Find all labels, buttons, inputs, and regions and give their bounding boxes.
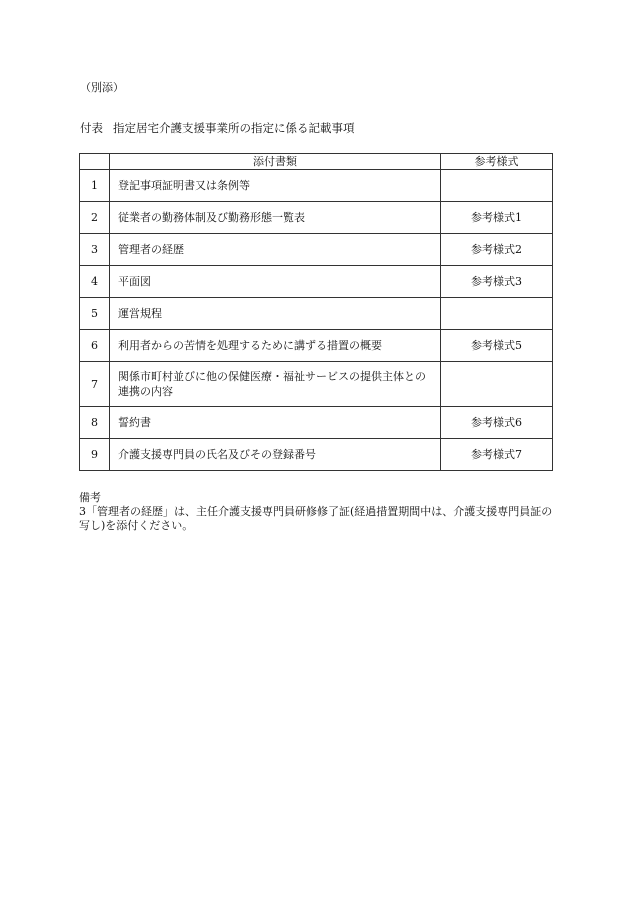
header-document: 添付書類 <box>110 154 441 170</box>
table-row <box>80 407 553 439</box>
row-document: 誓約書 <box>110 407 441 439</box>
heading-title: 指定居宅介護支援事業所の指定に係る記載事項 <box>113 121 355 135</box>
row-number: 1 <box>80 170 110 202</box>
row-document: 利用者からの苦情を処理するために講ずる措置の概要 <box>110 330 441 362</box>
row-document: 運営規程 <box>110 298 441 330</box>
row-form: 参考様式3 <box>441 266 553 298</box>
row-form: 参考様式7 <box>441 439 553 471</box>
row-document: 関係市町村並びに他の保健医療・福祉サービスの提供主体との連携の内容 <box>110 362 441 407</box>
row-number: 3 <box>80 234 110 266</box>
table-header-row <box>80 154 553 170</box>
attachment-label: （別添） <box>80 81 124 94</box>
row-document: 登記事項証明書又は条例等 <box>110 170 441 202</box>
row-number: 4 <box>80 266 110 298</box>
row-form: 参考様式5 <box>441 330 553 362</box>
table-row <box>80 362 553 407</box>
page-title <box>80 121 355 135</box>
row-number: 8 <box>80 407 110 439</box>
table-row <box>80 202 553 234</box>
table-row <box>80 234 553 266</box>
remarks-text: 3「管理者の経歴」は、主任介護支援専門員研修修了証(経過措置期間中は、介護支援専門員証の写し)を添付ください。 <box>79 505 553 532</box>
row-number: 6 <box>80 330 110 362</box>
header-form: 参考様式 <box>441 154 553 170</box>
table-row <box>80 266 553 298</box>
row-number: 9 <box>80 439 110 471</box>
table-row <box>80 439 553 471</box>
row-number: 7 <box>80 362 110 407</box>
row-document: 管理者の経歴 <box>110 234 441 266</box>
row-form: 参考様式6 <box>441 407 553 439</box>
row-form: 参考様式2 <box>441 234 553 266</box>
row-number: 2 <box>80 202 110 234</box>
row-form: 参考様式1 <box>441 202 553 234</box>
row-form <box>441 362 553 407</box>
row-number: 5 <box>80 298 110 330</box>
table-row <box>80 170 553 202</box>
row-form <box>441 298 553 330</box>
attachments-table <box>79 153 553 471</box>
row-form <box>441 170 553 202</box>
remarks-title: 備考 <box>79 491 101 504</box>
heading-prefix: 付表 <box>80 121 103 135</box>
row-document: 従業者の勤務体制及び勤務形態一覧表 <box>110 202 441 234</box>
table-row <box>80 330 553 362</box>
remarks-section <box>79 491 554 533</box>
row-document: 平面図 <box>110 266 441 298</box>
table-row <box>80 298 553 330</box>
row-document: 介護支援専門員の氏名及びその登録番号 <box>110 439 441 471</box>
header-no <box>80 154 110 170</box>
